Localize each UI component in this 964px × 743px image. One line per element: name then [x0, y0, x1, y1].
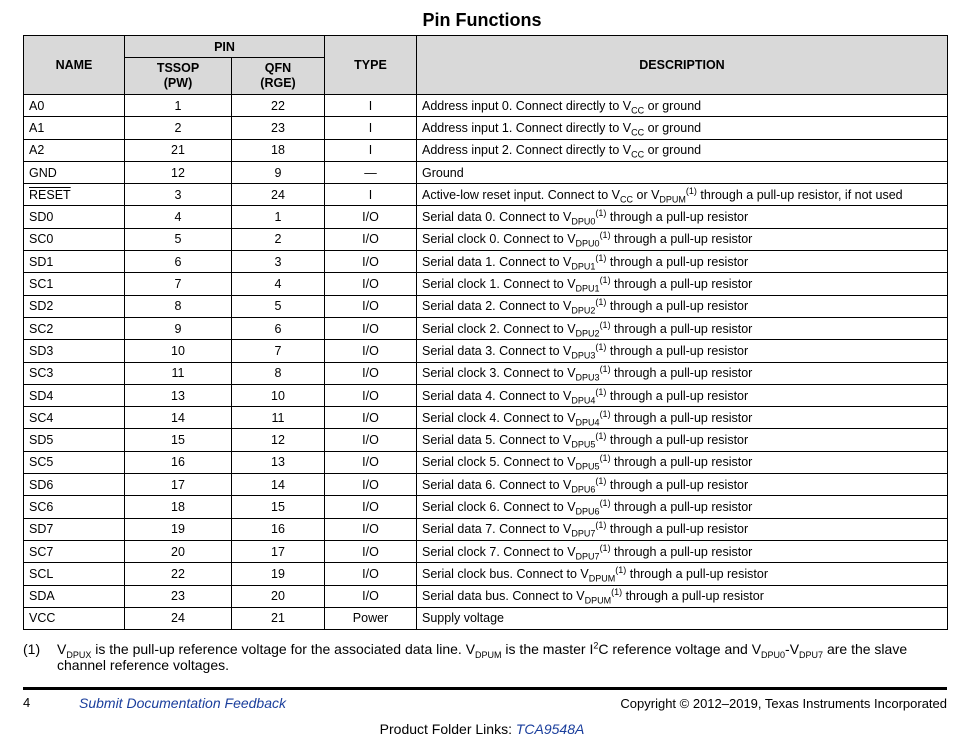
pin-description-text: through a pull-up resistor	[610, 410, 753, 425]
pin-description-superscript: (1)	[599, 453, 611, 464]
pin-description	[417, 429, 948, 451]
pin-description-text: Serial clock 2. Connect to V	[422, 321, 576, 336]
product-folder-link[interactable]: TCA9548A	[515, 721, 585, 737]
header-qfn-line1: QFN	[264, 61, 292, 75]
pin-qfn: 24	[232, 184, 325, 206]
pin-type: I/O	[325, 451, 417, 473]
pin-qfn: 10	[232, 384, 325, 406]
table-row	[24, 184, 948, 206]
pin-description	[417, 540, 948, 562]
pin-description-subscript: DPU3	[571, 350, 596, 361]
pin-name-label: SD2	[29, 299, 54, 314]
table-row	[24, 95, 948, 117]
pin-description-text: Serial clock 6. Connect to V	[422, 499, 576, 514]
pin-description-superscript: (1)	[595, 475, 607, 486]
pin-type: I/O	[325, 563, 417, 585]
pin-type: —	[325, 161, 417, 183]
pin-name-label: SDA	[29, 589, 55, 604]
pin-description-text: through a pull-up resistor	[610, 321, 753, 336]
footnote-text: C reference voltage and V	[598, 641, 762, 657]
pin-tssop: 6	[125, 251, 232, 273]
pin-type: I	[325, 184, 417, 206]
table-row	[24, 340, 948, 362]
pin-description-subscript: DPU2	[575, 328, 600, 339]
pin-tssop: 16	[125, 451, 232, 473]
pin-name	[24, 139, 125, 161]
pin-name-label: SC0	[29, 232, 54, 247]
pin-description	[417, 362, 948, 384]
pin-description-text: through a pull-up resistor	[606, 477, 749, 492]
pin-type: I/O	[325, 407, 417, 429]
pin-description-text: Serial clock 3. Connect to V	[422, 366, 576, 381]
pin-tssop: 8	[125, 295, 232, 317]
pin-qfn: 7	[232, 340, 325, 362]
pin-tssop: 24	[125, 607, 232, 629]
pin-type: I/O	[325, 340, 417, 362]
pin-description-subscript: DPU1	[571, 261, 596, 272]
footnote-text: V	[57, 641, 67, 657]
pin-type: I/O	[325, 295, 417, 317]
footnote-text: is the master I	[501, 641, 594, 657]
pin-description-text: Serial clock 5. Connect to V	[422, 455, 576, 470]
table-row	[24, 540, 948, 562]
pin-description-superscript: (1)	[611, 587, 623, 598]
pin-description-text: through a pull-up resistor	[610, 544, 753, 559]
table-row	[24, 518, 948, 540]
pin-qfn: 15	[232, 496, 325, 518]
pin-qfn: 22	[232, 95, 325, 117]
pin-type: I/O	[325, 273, 417, 295]
header-pin: PIN	[125, 36, 325, 58]
pin-qfn: 2	[232, 228, 325, 250]
footer-rule	[23, 687, 947, 690]
footnote-subscript: DPU0	[761, 649, 786, 660]
pin-type: I/O	[325, 474, 417, 496]
pin-description-superscript: (1)	[599, 274, 611, 285]
pin-tssop: 15	[125, 429, 232, 451]
pin-name-label: SD6	[29, 477, 54, 492]
footnote-text	[57, 641, 947, 673]
pin-tssop: 4	[125, 206, 232, 228]
table-row	[24, 474, 948, 496]
pin-description-subscript: DPU5	[575, 461, 600, 472]
pin-name	[24, 496, 125, 518]
pin-type: I/O	[325, 585, 417, 607]
pin-name-label: SC2	[29, 321, 54, 336]
pin-qfn: 20	[232, 585, 325, 607]
pin-description-text: Serial clock bus. Connect to V	[422, 566, 589, 581]
pin-description-text: Ground	[422, 165, 464, 180]
page-number: 4	[23, 695, 31, 710]
pin-name-label: SC1	[29, 277, 54, 292]
pin-description	[417, 295, 948, 317]
pin-tssop: 2	[125, 117, 232, 139]
pin-name	[24, 474, 125, 496]
pin-name-label: SC7	[29, 544, 54, 559]
pin-description-text: through a pull-up resistor	[610, 455, 753, 470]
pin-description-text: Supply voltage	[422, 611, 505, 626]
pin-description-superscript: (1)	[595, 520, 607, 531]
pin-type: I/O	[325, 317, 417, 339]
pin-type: I/O	[325, 206, 417, 228]
pin-name-label: SD3	[29, 343, 54, 358]
table-row	[24, 206, 948, 228]
header-type: TYPE	[325, 36, 417, 95]
table-row	[24, 429, 948, 451]
footnote-text: is the pull-up reference voltage for the associated data line. V	[91, 641, 476, 657]
header-tssop	[125, 58, 232, 95]
pin-type: I	[325, 117, 417, 139]
feedback-link[interactable]: Submit Documentation Feedback	[79, 695, 286, 711]
pin-description-superscript: (1)	[615, 564, 627, 575]
pin-tssop: 7	[125, 273, 232, 295]
pin-name-label: SCL	[29, 566, 54, 581]
pin-qfn: 6	[232, 317, 325, 339]
copyright: Copyright © 2012–2019, Texas Instruments Incorporated	[620, 696, 947, 711]
pin-qfn: 5	[232, 295, 325, 317]
pin-description-subscript: DPU7	[571, 528, 596, 539]
pin-name	[24, 184, 125, 206]
footnote-subscript: DPUM	[475, 649, 502, 660]
pin-description	[417, 451, 948, 473]
pin-qfn: 13	[232, 451, 325, 473]
pin-tssop: 22	[125, 563, 232, 585]
pin-name	[24, 295, 125, 317]
pin-description-subscript: DPU7	[575, 551, 600, 562]
pin-description-text: Serial data 2. Connect to V	[422, 299, 572, 314]
pin-description-subscript: DPU4	[571, 395, 596, 405]
pin-name	[24, 273, 125, 295]
pin-description	[417, 251, 948, 273]
pin-type: I/O	[325, 540, 417, 562]
pin-description-text: through a pull-up resistor	[610, 499, 753, 514]
pin-type: I/O	[325, 362, 417, 384]
pin-description-text: or ground	[644, 120, 702, 135]
pin-name	[24, 607, 125, 629]
pin-description-text: Serial clock 4. Connect to V	[422, 410, 576, 425]
pin-name	[24, 407, 125, 429]
pin-description	[417, 518, 948, 540]
table-row	[24, 563, 948, 585]
pin-description-text: Serial clock 0. Connect to V	[422, 232, 576, 247]
pin-description-text: through a pull-up resistor, if not used	[696, 187, 903, 202]
table-row	[24, 362, 948, 384]
pin-name	[24, 228, 125, 250]
header-description: DESCRIPTION	[417, 36, 948, 95]
pin-type: I/O	[325, 429, 417, 451]
table-row	[24, 139, 948, 161]
pin-description-text: Serial data 4. Connect to V	[422, 388, 572, 403]
pin-name	[24, 362, 125, 384]
pin-description-text: Serial data 3. Connect to V	[422, 343, 572, 358]
pin-description	[417, 95, 948, 117]
pin-name-label: RESET	[29, 187, 71, 202]
pin-description-text: through a pull-up resistor	[610, 366, 753, 381]
pin-tssop: 3	[125, 184, 232, 206]
table-row	[24, 384, 948, 406]
pin-description-text: through a pull-up resistor	[626, 566, 768, 581]
footnote-text: are the slave channel reference voltages.	[57, 641, 908, 673]
pin-description-text: Serial data 1. Connect to V	[422, 254, 572, 269]
pin-description-superscript: (1)	[599, 319, 611, 330]
pin-description	[417, 607, 948, 629]
folder-prefix: Product Folder Links:	[379, 721, 516, 737]
product-folder-links	[0, 721, 964, 737]
pin-description-text: through a pull-up resistor	[606, 433, 749, 448]
pin-description	[417, 496, 948, 518]
pin-name-label: A1	[29, 120, 45, 135]
pin-type: I/O	[325, 251, 417, 273]
pin-description-text: or ground	[644, 98, 702, 113]
pin-tssop: 1	[125, 95, 232, 117]
pin-description	[417, 407, 948, 429]
pin-description-superscript: (1)	[599, 230, 611, 241]
pin-description-superscript: (1)	[599, 364, 611, 375]
pin-name-label: VCC	[29, 611, 56, 626]
pin-type: I/O	[325, 518, 417, 540]
pin-qfn: 3	[232, 251, 325, 273]
pin-type: I	[325, 139, 417, 161]
pin-functions-table	[23, 35, 948, 630]
table-row	[24, 317, 948, 339]
table-row	[24, 496, 948, 518]
pin-description-subscript: DPU6	[571, 484, 596, 495]
header-qfn	[232, 58, 325, 95]
pin-qfn: 4	[232, 273, 325, 295]
pin-name-label: SC3	[29, 366, 54, 381]
pin-type: Power	[325, 607, 417, 629]
pin-qfn: 17	[232, 540, 325, 562]
pin-description	[417, 340, 948, 362]
pin-description-subscript: DPU3	[575, 372, 600, 383]
pin-qfn: 11	[232, 407, 325, 429]
pin-name	[24, 206, 125, 228]
pin-name	[24, 117, 125, 139]
table-row	[24, 451, 948, 473]
pin-tssop: 18	[125, 496, 232, 518]
pin-description-text: Address input 1. Connect directly to V	[422, 120, 632, 135]
pin-type: I/O	[325, 228, 417, 250]
pin-description-superscript: (1)	[595, 297, 607, 308]
pin-description	[417, 585, 948, 607]
pin-name-label: GND	[29, 165, 57, 180]
pin-name	[24, 563, 125, 585]
pin-description-text: Serial data 5. Connect to V	[422, 433, 572, 448]
pin-name-label: A0	[29, 98, 45, 113]
pin-description	[417, 206, 948, 228]
pin-qfn: 21	[232, 607, 325, 629]
footnote-subscript: DPU7	[799, 649, 824, 660]
footnote-text: -V	[785, 641, 800, 657]
pin-name	[24, 317, 125, 339]
pin-name-label: SC5	[29, 455, 54, 470]
pin-name	[24, 451, 125, 473]
pin-description-subscript: DPU6	[575, 506, 600, 517]
pin-description-text: through a pull-up resistor	[606, 299, 749, 314]
pin-description-superscript: (1)	[599, 542, 611, 553]
pin-description-text: Address input 2. Connect directly to V	[422, 143, 632, 158]
pin-description-text: Serial clock 7. Connect to V	[422, 544, 576, 559]
pin-description-superscript: (1)	[595, 430, 607, 441]
pin-tssop: 11	[125, 362, 232, 384]
pin-tssop: 9	[125, 317, 232, 339]
pin-name	[24, 585, 125, 607]
pin-description-subscript: DPU0	[571, 216, 596, 227]
pin-description-text: through a pull-up resistor	[606, 522, 749, 537]
pin-description-superscript: (1)	[595, 252, 607, 263]
pin-description-text: Serial data 7. Connect to V	[422, 522, 572, 537]
table-row	[24, 228, 948, 250]
table-row	[24, 407, 948, 429]
pin-qfn: 19	[232, 563, 325, 585]
pin-description-superscript: (1)	[599, 408, 611, 419]
table-row	[24, 117, 948, 139]
pin-description-text: or V	[633, 187, 660, 202]
pin-tssop: 23	[125, 585, 232, 607]
pin-description	[417, 139, 948, 161]
table-row	[24, 607, 948, 629]
pin-description-subscript: DPU5	[571, 439, 596, 450]
pin-name	[24, 540, 125, 562]
pin-description-text: Serial data 0. Connect to V	[422, 210, 572, 225]
table-row	[24, 273, 948, 295]
pin-description	[417, 273, 948, 295]
pin-description	[417, 161, 948, 183]
pin-description	[417, 317, 948, 339]
pin-description-text: Address input 0. Connect directly to V	[422, 98, 632, 113]
footnote-number: (1)	[23, 641, 41, 657]
header-name: NAME	[24, 36, 125, 95]
footnote-superscript: 2	[593, 640, 599, 651]
pin-type: I	[325, 95, 417, 117]
pin-description-subscript: DPUM	[588, 573, 616, 584]
pin-description-text: through a pull-up resistor	[606, 254, 749, 269]
pin-description-subscript: DPUM	[659, 194, 686, 205]
pin-description-subscript: DPU2	[571, 305, 596, 316]
pin-tssop: 14	[125, 407, 232, 429]
pin-qfn: 18	[232, 139, 325, 161]
pin-tssop: 5	[125, 228, 232, 250]
pin-description-text: Serial clock 1. Connect to V	[422, 277, 576, 292]
header-tssop-line2: (PW)	[163, 76, 193, 90]
pin-description-text: or ground	[644, 143, 702, 158]
pin-qfn: 23	[232, 117, 325, 139]
pin-name-label: A2	[29, 143, 45, 158]
pin-description-text: through a pull-up resistor	[606, 343, 749, 358]
table-row	[24, 585, 948, 607]
header-tssop-line1: TSSOP	[156, 61, 200, 75]
pin-description-superscript: (1)	[595, 386, 607, 397]
pin-description	[417, 184, 948, 206]
pin-description-subscript: DPU4	[575, 417, 600, 428]
pin-type: I/O	[325, 384, 417, 406]
pin-name-label: SD7	[29, 522, 54, 537]
pin-rows	[24, 95, 948, 630]
pin-name-label: SD4	[29, 388, 54, 403]
pin-description-text: Serial data bus. Connect to V	[422, 589, 585, 604]
pin-name	[24, 384, 125, 406]
pin-name	[24, 518, 125, 540]
pin-description-text: through a pull-up resistor	[610, 232, 753, 247]
section-title: Pin Functions	[422, 10, 542, 30]
pin-tssop: 10	[125, 340, 232, 362]
pin-qfn: 8	[232, 362, 325, 384]
pin-name-label: SD5	[29, 433, 54, 448]
pin-description-subscript: CC	[631, 105, 645, 116]
footnote-subscript: DPUX	[66, 649, 92, 660]
pin-tssop: 17	[125, 474, 232, 496]
pin-name-label: SC4	[29, 410, 54, 425]
pin-tssop: 13	[125, 384, 232, 406]
pin-qfn: 16	[232, 518, 325, 540]
table-row	[24, 295, 948, 317]
pin-description-subscript: DPU0	[575, 238, 600, 249]
pin-description-subscript: CC	[631, 149, 645, 160]
pin-description-subscript: DPUM	[584, 595, 612, 606]
header-qfn-line2: (RGE)	[260, 76, 296, 90]
pin-name-label: SC6	[29, 499, 54, 514]
footnote	[23, 641, 947, 673]
pin-description-superscript: (1)	[595, 341, 607, 352]
pin-name-label: SD0	[29, 210, 54, 225]
pin-qfn: 9	[232, 161, 325, 183]
pin-description	[417, 474, 948, 496]
pin-description-superscript: (1)	[685, 185, 697, 196]
pin-tssop: 20	[125, 540, 232, 562]
pin-tssop: 19	[125, 518, 232, 540]
pin-description-subscript: DPU1	[575, 283, 600, 294]
pin-description-subscript: CC	[631, 127, 645, 138]
pin-name	[24, 161, 125, 183]
pin-type: I/O	[325, 496, 417, 518]
pin-description-superscript: (1)	[595, 207, 607, 218]
pin-description-text: Active-low reset input. Connect to V	[422, 187, 621, 202]
pin-description-superscript: (1)	[599, 497, 611, 508]
pin-description	[417, 117, 948, 139]
pin-description-text: through a pull-up resistor	[610, 277, 753, 292]
pin-description-subscript: CC	[620, 194, 634, 205]
table-row	[24, 251, 948, 273]
table-row	[24, 161, 948, 183]
pin-name	[24, 429, 125, 451]
pin-qfn: 1	[232, 206, 325, 228]
pin-description	[417, 384, 948, 406]
pin-description-text: through a pull-up resistor	[606, 210, 749, 225]
pin-name	[24, 340, 125, 362]
pin-description	[417, 563, 948, 585]
pin-qfn: 14	[232, 474, 325, 496]
pin-description-text: through a pull-up resistor	[606, 388, 749, 403]
pin-name	[24, 95, 125, 117]
pin-tssop: 12	[125, 161, 232, 183]
pin-description	[417, 228, 948, 250]
pin-name	[24, 251, 125, 273]
pin-description-text: Serial data 6. Connect to V	[422, 477, 572, 492]
pin-tssop: 21	[125, 139, 232, 161]
pin-description-text: through a pull-up resistor	[622, 589, 764, 604]
pin-name-label: SD1	[29, 254, 54, 269]
pin-qfn: 12	[232, 429, 325, 451]
